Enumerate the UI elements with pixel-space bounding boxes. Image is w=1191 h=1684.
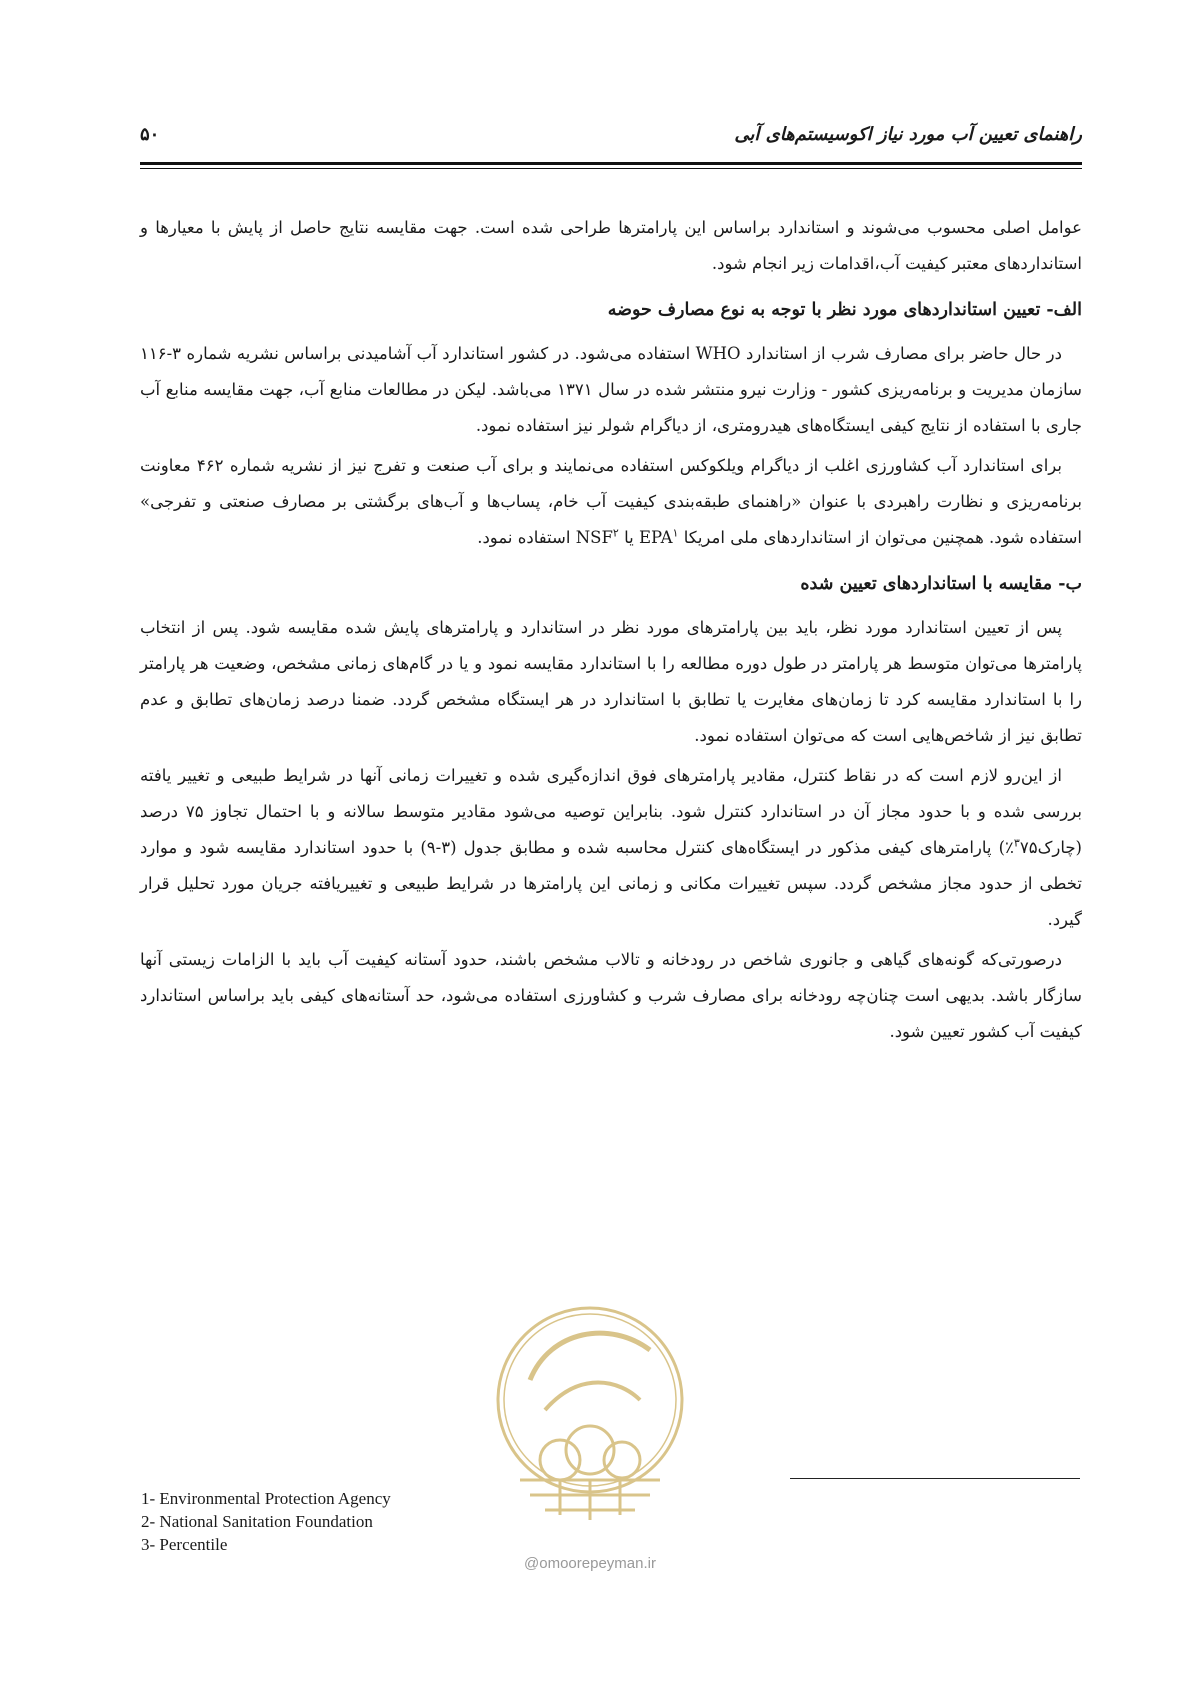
paragraph-3-text: برای استاندارد آب کشاورزی اغلب از دیاگرام ویلکوکس استفاده می‌نمایند و برای آب صنعت و تفرج نیز از نشریه شماره ۴۶۲ معاونت برنامه‌ریزی و نظارت راهبردی با عنوان «راهنمای طبقه‌بندی کیفیت آب خام، پساب‌ها و آب‌های برگشتی بر مصارف صنعتی و تفرجی» استفاده شود. همچنین می‌توان از استانداردهای ملی امریکا xyxy=(140,456,1082,547)
paragraph-3-end: استفاده نمود. xyxy=(477,528,571,547)
watermark-url: @omoorepeyman.ir xyxy=(524,1555,656,1572)
page-number: ۵۰ xyxy=(140,124,160,145)
paragraph-6: درصورتی‌که گونه‌های گیاهی و جانوری شاخص در رودخانه و تالاب مشخص باشند، حدود آستانه کیفیت آب باید با الزامات زیستی آنها سازگار باشد. بدیهی است چنان‌چه رودخانه برای مصارف شرب و کشاورزی استفاده می‌شود، حد آستانه‌های کیفی باید براساس استاندارد کیفیت آب کشور تعیین شود. xyxy=(140,950,1082,1041)
paragraph-5-rest: ۷۵٪) پارامترهای کیفی مذکور در ایستگاه‌های کنترل محاسبه شده و مطابق جدول (۳-۹) با حدود استاندارد مقایسه شود و موارد تخطی از حدود مجاز مشخص گردد. سپس تغییرات مکانی و زمانی این پارامترها در شرایط طبیعی و تغییریافته جریان مورد تحلیل قرار گیرد. xyxy=(140,838,1082,929)
heading-a: الف- تعیین استانداردهای مورد نظر با توجه به نوع مصارف حوضه xyxy=(607,300,1082,320)
paragraph-5-text: از این‌رو لازم است که در نقاط کنترل، مقادیر پارامترهای فوق اندازه‌گیری شده و تغییرات زمانی آنها در شرایط طبیعی و تغییر یافته بررسی شده و با حدود مجاز آن در استاندارد کنترل شود. بنابراین توصیه می‌شود مقادیر متوسط سالانه و با احتمال تجاوز ۷۵ درصد (چارک xyxy=(140,766,1082,857)
seal-icon xyxy=(490,1290,690,1580)
epa-term: EPA xyxy=(638,528,673,547)
footnote-3: 3- Percentile xyxy=(141,1535,228,1554)
header-title: راهنمای تعیین آب مورد نیاز اکوسیستم‌های آبی xyxy=(734,124,1082,145)
footnote-1: 1- Environmental Protection Agency xyxy=(141,1489,391,1508)
watermark-logo xyxy=(490,1290,690,1580)
header-rule-thick xyxy=(140,162,1082,165)
nsf-term: NSF xyxy=(575,528,613,547)
footnote-divider xyxy=(790,1478,1080,1479)
page-body xyxy=(140,210,1082,1054)
footnote-ref-1: ۱ xyxy=(672,526,679,540)
paragraph-1: عوامل اصلی محسوب می‌شوند و استاندارد براساس این پارامترها طراحی شده است. جهت مقایسه نتایج حاصل از پایش با معیارها و استانداردهای معتبر کیفیت آب،اقدامات زیر انجام شود. xyxy=(140,218,1082,273)
footnote-2: 2- National Sanitation Foundation xyxy=(141,1512,373,1531)
paragraph-2: در حال حاضر برای مصارف شرب از استاندارد WHO استفاده می‌شود. در کشور استاندارد آب آشامیدنی براساس نشریه شماره ۳-۱۱۶ سازمان مدیریت و برنامه‌ریزی کشور - وزارت نیرو منتشر شده در سال ۱۳۷۱ می‌باشد. لیکن در مطالعات منابع آب، جهت مقایسه منابع آب جاری با استفاده از نتایج کیفی ایستگاه‌های هیدرومتری، از دیاگرام شولر نیز استفاده نمود. xyxy=(140,344,1082,435)
header-rule-thin xyxy=(140,168,1082,169)
paragraph-3 xyxy=(140,448,1082,556)
paragraph-5 xyxy=(140,758,1082,938)
footnotes xyxy=(141,1487,391,1556)
or-word: یا xyxy=(624,528,634,547)
page-header xyxy=(140,120,1082,156)
footnote-ref-2: ۲ xyxy=(612,526,619,540)
footnote-ref-3: ۳ xyxy=(1013,836,1020,850)
heading-b: ب- مقایسه با استانداردهای تعیین شده xyxy=(800,574,1082,594)
paragraph-4: پس از تعیین استاندارد مورد نظر، باید بین پارامترهای مورد نظر در استاندارد و پارامترهای پایش شده مقایسه شود. پس از انتخاب پارامترها می‌توان متوسط هر پارامتر در طول دوره مطالعه را با استاندارد مقایسه نمود و یا در گام‌های زمانی مشخص، وضعیت هر پارامتر را با استاندارد مقایسه کرد تا زمان‌های مغایرت یا تطابق با استاندارد در هر ایستگاه مشخص گردد. ضمنا درصد زمان‌های تطابق و عدم تطابق نیز از شاخص‌هایی است که می‌توان استفاده نمود. xyxy=(140,618,1082,745)
